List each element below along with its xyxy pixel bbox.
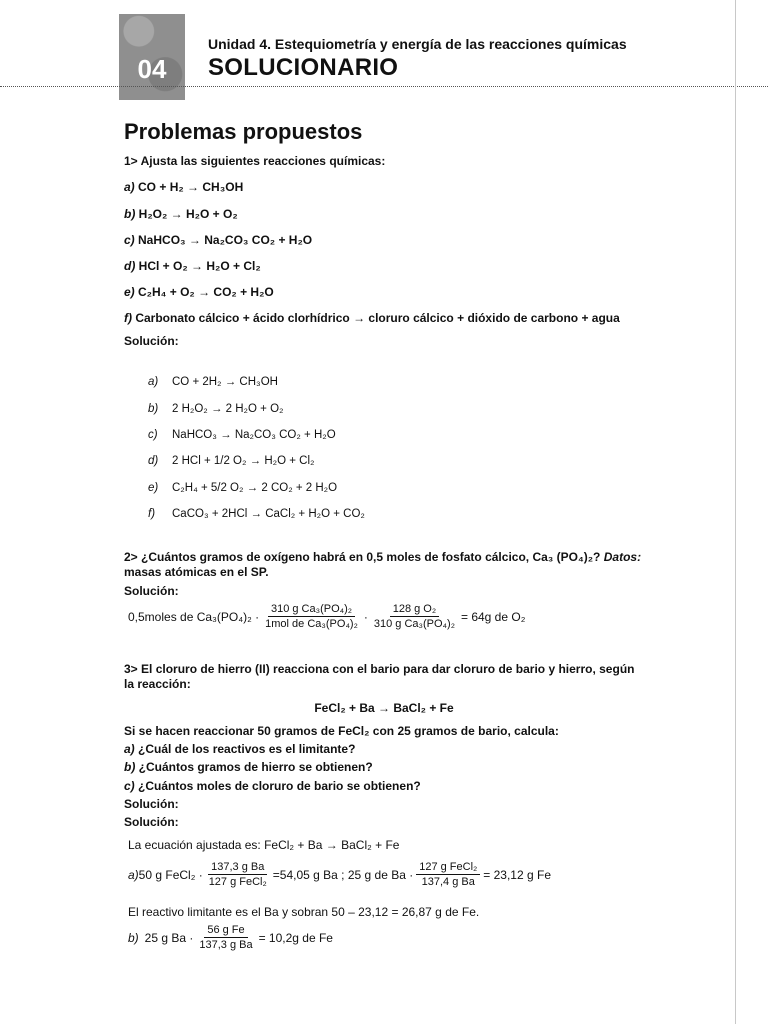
problem-1-answer: f) CaCO₃ + 2HCl → CaCl₂ + H₂O + CO₂ <box>148 508 365 520</box>
solution-label: Solución: <box>124 815 179 829</box>
problem-3-subquestion: a) ¿Cuál de los reactivos es el limitante? <box>124 742 356 756</box>
page-edge-line <box>735 0 736 1024</box>
header-divider <box>0 86 768 87</box>
unit-title: Unidad 4. Estequiometría y energía de las reacciones químicas <box>208 36 627 52</box>
problem-1-answer: d) 2 HCl + 1/2 O₂ → H₂O + Cl₂ <box>148 455 315 467</box>
unit-number: 04 <box>137 54 167 84</box>
section-title: Problemas propuestos <box>124 119 363 144</box>
problem-1-answer: e) C₂H₄ + 5/2 O₂ → 2 CO₂ + 2 H₂O <box>148 482 338 494</box>
balanced-equation: La ecuación ajustada es: FeCl₂ + Ba → BaCl₂ + Fe <box>128 838 400 852</box>
fraction: $\frac{\text{137,3 g Ba}}{\text{127 g FeCl₂}}$ <box>208 861 267 888</box>
fraction: $\frac{\text{128 g O₂}}{\text{310 g Ca₃(PO₄)₂}}$ <box>373 603 455 630</box>
problem-1-answer: b) 2 H₂O₂ → 2 H₂O + O₂ <box>148 403 284 415</box>
problem-1-statement: 1> Ajusta las siguientes reacciones químicas: <box>124 154 386 168</box>
problem-3-reaction: FeCl₂ + Ba → BaCl₂ + Fe <box>314 701 454 715</box>
document-title: SOLUCIONARIO <box>208 54 399 81</box>
unit-number-badge <box>119 14 185 100</box>
problem-3-statement-cont: la reacción: <box>124 677 191 691</box>
limiting-reagent-note: El reactivo limitante es el Ba y sobran 50 – 23,12 = 26,87 g de Fe. <box>128 905 480 919</box>
problem-3b-calculation: b) 25 g Ba · $\frac{\text{56 g Fe}}{\text{137,3 g Ba}}$ = 10,2g de Fe <box>128 924 333 951</box>
problem-3a-calculation: a) 50 g FeCl₂ · $\frac{\text{137,3 g Ba}}{\text{127 g FeCl₂}}$ =54,05 g Ba ; 25 g de Ba · $\frac{\text{127 g FeCl₂}}{\text{137,4 g Ba}}$ = 23,12 g Fe <box>128 861 551 888</box>
problem-1-answer: c) NaHCO₃ → Na₂CO₃ CO₂ + H₂O <box>148 429 336 441</box>
problem-1-answer: a) CO + 2H₂ → CH₃OH <box>148 376 278 388</box>
solution-label: Solución: <box>124 334 179 348</box>
solution-label: Solución: <box>124 584 179 598</box>
problem-2-statement: 2> ¿Cuántos gramos de oxígeno habrá en 0,5 moles de fosfato cálcico, Ca₃ (PO₄)₂? Datos: <box>124 550 642 564</box>
problem-1-item: e) C₂H₄ + O₂ → CO₂ + H₂O <box>124 285 274 299</box>
problem-3-question: Si se hacen reaccionar 50 gramos de FeCl₂ con 25 gramos de bario, calcula: <box>124 724 559 738</box>
problem-2-statement-cont: masas atómicas en el SP. <box>124 565 269 579</box>
problem-3-subquestion: b) ¿Cuántos gramos de hierro se obtienen? <box>124 760 373 774</box>
problem-1-item: a) CO + H₂ → CH₃OH <box>124 180 244 194</box>
fraction: $\frac{\text{56 g Fe}}{\text{137,3 g Ba}}$ <box>199 924 253 951</box>
problem-2-calculation: 0,5moles de Ca₃(PO₄)₂ · $\frac{\text{310 g Ca₃(PO₄)₂}}{\text{1mol de Ca₃(PO₄)₂}}$ · $\frac{\text{128 g O₂}}{\text{310 g Ca₃(PO₄)₂}}$ = 64g de O₂ <box>128 603 526 630</box>
problem-1-item: b) H₂O₂ → H₂O + O₂ <box>124 207 238 221</box>
problem-1-item: d) HCl + O₂ → H₂O + Cl₂ <box>124 259 261 273</box>
problem-1-item: c) NaHCO₃ → Na₂CO₃ CO₂ + H₂O <box>124 233 313 247</box>
problem-3-statement: 3> El cloruro de hierro (II) reacciona con el bario para dar cloruro de bario y hierro, según <box>124 662 635 676</box>
problem-3-subquestion: c) ¿Cuántos moles de cloruro de bario se obtienen? <box>124 779 421 793</box>
fraction: $\frac{\text{127 g FeCl₂}}{\text{137,4 g Ba}}$ <box>416 860 480 889</box>
solution-label: Solución: <box>124 797 179 811</box>
fraction: $\frac{\text{310 g Ca₃(PO₄)₂}}{\text{1mol de Ca₃(PO₄)₂}}$ <box>265 603 358 630</box>
problem-1-item: f) Carbonato cálcico + ácido clorhídrico → cloruro cálcico + dióxido de carbono + agua <box>124 311 620 325</box>
